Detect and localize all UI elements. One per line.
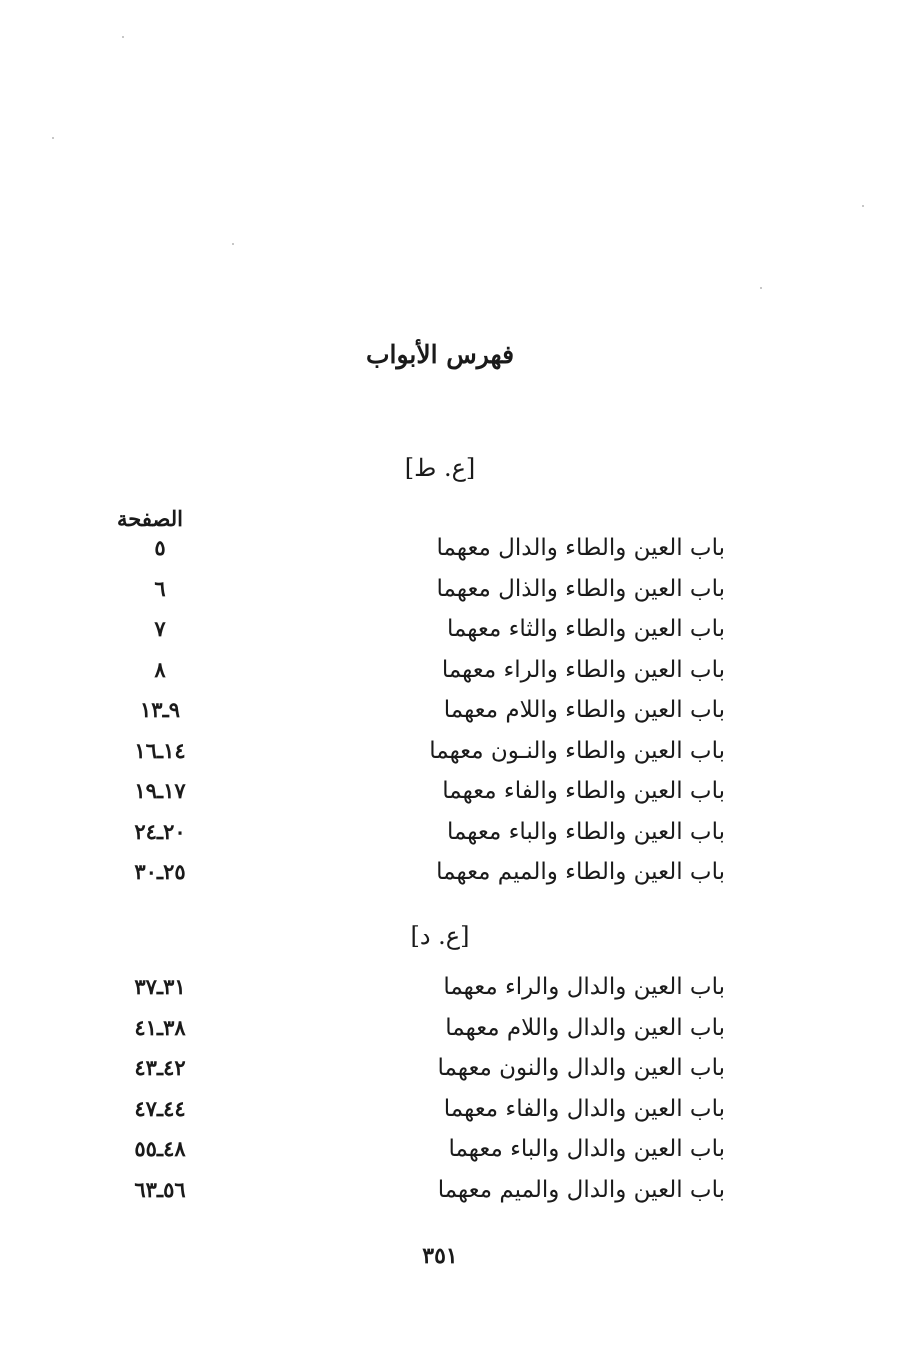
entry-title: باب العين والطاء والراء معهما [441, 656, 725, 683]
entry-title: باب العين والطاء والثاء معهما [446, 616, 725, 642]
entry-page-range: ٤٢ـ٤٣ [134, 1055, 186, 1080]
entry-page-range: ١٧ـ١٩ [134, 778, 186, 803]
section-ain-ta-entries [0, 528, 920, 893]
entry-title: باب العين والطاء والفاء معهما [442, 778, 725, 804]
entry-title: باب العين والطاء والدال معهما [436, 535, 725, 561]
entry-page-range: ٣١ـ٣٧ [134, 974, 186, 999]
entry-title: باب العين والدال والباء معهما [448, 1136, 725, 1162]
entry-page-range: ٨ [154, 656, 166, 682]
list-item [0, 528, 920, 569]
entry-title: باب العين والدال والراء معهما [443, 974, 725, 1000]
entry-title: باب العين والطاء والباء معهما [446, 818, 725, 845]
entry-page-range: ٤٨ـ٥٥ [134, 1136, 186, 1161]
entry-page-range: ٥ [154, 535, 166, 560]
scan-speck [52, 137, 54, 139]
list-item [0, 690, 920, 731]
list-item [0, 1089, 920, 1130]
list-item [0, 1170, 920, 1211]
list-item [0, 650, 920, 691]
list-item [0, 1048, 920, 1089]
scan-speck [862, 205, 864, 207]
list-item [0, 609, 920, 650]
list-item [0, 852, 920, 893]
section-heading-ain-dal: [ع. د] [410, 922, 470, 950]
entry-title: باب العين والدال والفاء معهما [443, 1095, 725, 1122]
entry-page-range: ٣٨ـ٤١ [134, 1014, 186, 1040]
entry-title: باب العين والطاء واللام معهما [443, 697, 725, 723]
list-item [0, 812, 920, 853]
entry-title: باب العين والطاء والنـون معهما [429, 737, 725, 764]
list-item [0, 731, 920, 772]
entry-page-range: ٢٠ـ٢٤ [134, 818, 186, 844]
entry-page-range: ٩ـ١٣ [140, 697, 180, 722]
scan-speck [760, 287, 762, 289]
scan-speck [122, 36, 124, 38]
scan-speck [232, 243, 234, 245]
page-column-label: الصفحة [117, 506, 183, 531]
entry-page-range: ٧ [154, 616, 166, 641]
entry-page-range: ٥٦ـ٦٣ [134, 1176, 186, 1202]
list-item [0, 569, 920, 610]
entry-page-range: ٢٥ـ٣٠ [134, 859, 186, 884]
section-heading-ain-ta: [ع. ط] [404, 454, 476, 482]
entry-page-range: ٤٤ـ٤٧ [134, 1095, 186, 1121]
entry-title: باب العين والدال واللام معهما [445, 1014, 725, 1041]
page-title: فهرس الأبواب [365, 340, 515, 369]
entry-title: باب العين والطاء والذال معهما [436, 575, 725, 602]
list-item [0, 771, 920, 812]
entry-title: باب العين والطاء والميم معهما [436, 859, 725, 885]
entry-page-range: ١٤ـ١٦ [134, 737, 186, 763]
list-item [0, 967, 920, 1008]
entry-page-range: ٦ [154, 575, 166, 601]
section-ain-dal-entries [0, 967, 920, 1210]
list-item [0, 1008, 920, 1049]
entry-title: باب العين والدال والنون معهما [437, 1055, 725, 1081]
list-item [0, 1129, 920, 1170]
page-number: ٣٥١ [422, 1243, 458, 1269]
entry-title: باب العين والدال والميم معهما [437, 1176, 725, 1203]
